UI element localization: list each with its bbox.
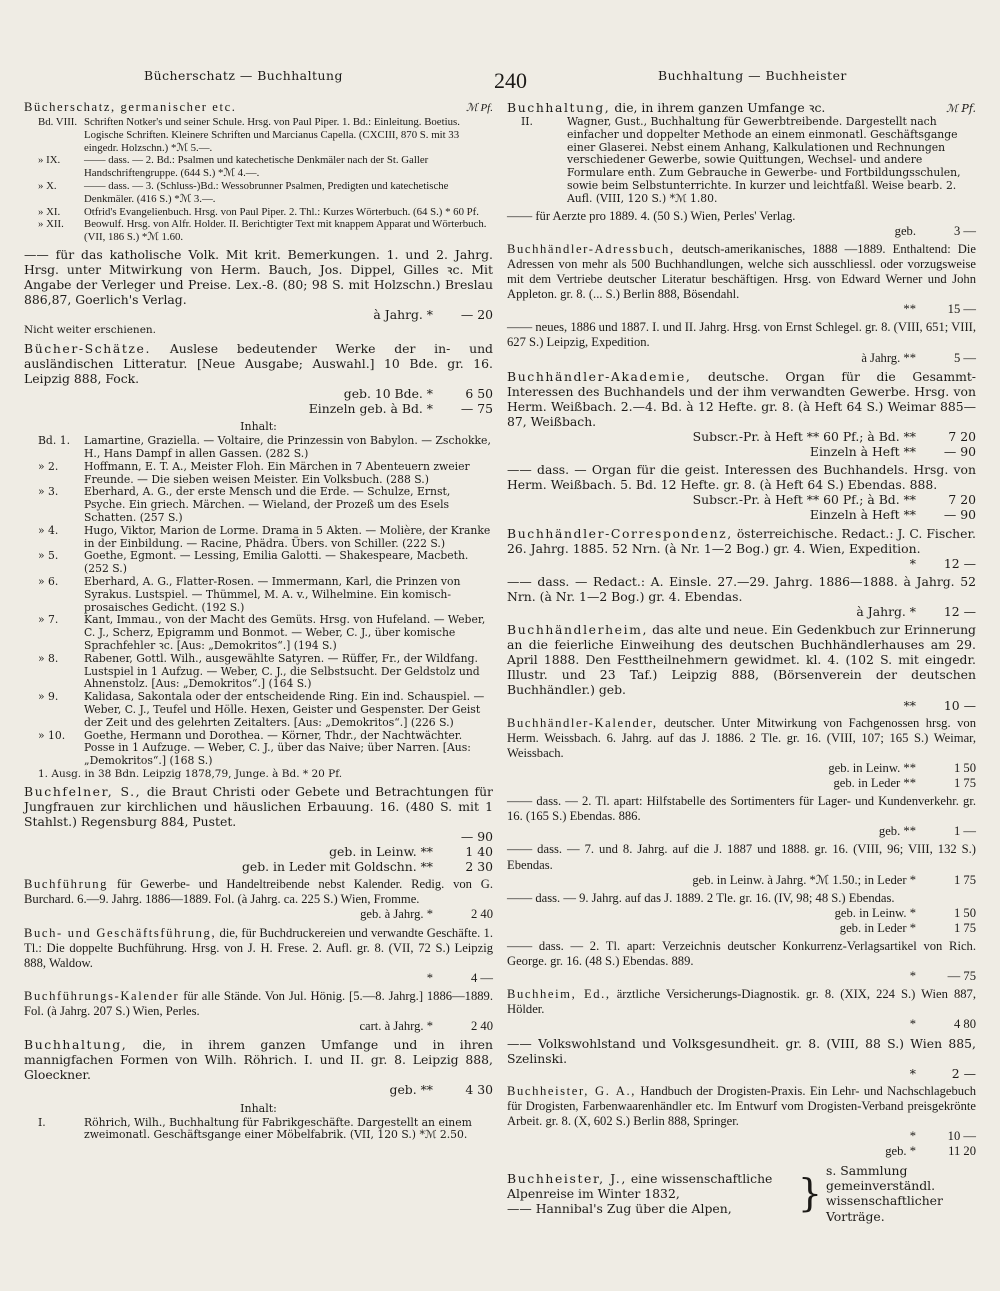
price: 15 — [947, 302, 976, 317]
price: 2 40 [470, 1019, 493, 1034]
entry-title: Buchhändler-Akademie, [507, 368, 692, 384]
price: 12 — [943, 555, 976, 571]
list-item: » 8. Rabener, Gottl. Wilh., ausgewählte Satyren. — Rüffer, Fr., der Wildfang. Lustspiel in 1 Aufzug. — Weber, C. J., die Selbstsucht. Der Geldstolz und Ahnenstolz. [Aus: „Demokritos“.] (164 S.) [38, 651, 480, 691]
catalog-entry: —— für das katholische Volk. Mit krit. Bemerkungen. 1. und 2. Jahrg. Hrsg. unter Mitwirkung von Herm. Bauch, Jos. Dippel, Gilles ꝛc. Mit Angabe der Verleger und Preise. Lex.-8. (80; 98 S. mit Holzschn.) Breslau 886,87, Goerlich's Verlag. à Jahrg. * — 20 Nicht weiter erschienen. [24, 247, 493, 338]
catalog-entry: Buchhändler-Kalender, deutscher. Unter Mitwirkung von Fachgenossen hrsg. von Herm. Weissbach. 6. Jahrg. auf das J. 1886. 2 Tle. gr. 16. (VIII, 107; 165 S.) Weimar, Weissbach. geb. in Leinw. ** 1 50 geb. in Leder ** 1 75 [507, 715, 976, 791]
contents-heading: Inhalt: [240, 1101, 277, 1115]
entry-title: Buchheister, J., [507, 1170, 627, 1186]
list-item: » 4. Hugo, Viktor, Marion de Lorme. Drama in 5 Akten. — Molière, der Kranke in der Einbildung. — Racine, Phädra. Übers. von Schiller. (222 S.) [38, 523, 491, 550]
entry-footnote: 1. Ausg. in 38 Bdn. Leipzig 1878,79, Junge. à Bd. * 20 Pf. [38, 767, 343, 780]
list-item: » 2. Hoffmann, E. T. A., Meister Floh. Ein Märchen in 7 Abenteuern zweier Freunde. — Die sieben weisen Meister. Ein Volksbuch. (288 S.) [38, 459, 470, 486]
catalog-entry: —— dass. — Organ für die geist. Interessen des Buchhandels. Hrsg. von Herm. Weißbach. 5. Bd. 12 Hefte. gr. 8. (à Heft 64 S.) Ebendas. 888. Subscr.-Pr. à Heft ** 60 Pf.; à Bd. ** 7 20 Einzeln à Heft ** — 90 [507, 462, 976, 523]
right-column: Buchhaltung, die, in ihrem ganzen Umfange ꝛc. ℳ Pf. II. Wagner, Gust., Buchhaltung für Gewerbtreibende. Dargestellt nach einfacher und doppelter Methode an einem einmonatl. Geschäftsgange einer Glaserei. Nebst einem Anhang, Kalkulationen und Rechnungen verschiedener Gewerbe, sowie Quittungen, Wechsel- und andere Formulare enth. Zum Gebrauche in Gewerbe- und Fortbildungsschulen, sowie beim Selbstunterrichte. In kurzer und leichtfaßl. Weise bearb. 2. Aufl. (VIII, 120 S.) *ℳ 1.80. —— für Aerzte pro 1889. 4. (50 S.) Wien, Perles' Verlag. geb. 3 — Buchhändler-Adressbuch, deutsch-amerikanisches, 1888 —1889. Enthaltend: Die Adressen von mehr als 500 Buchhandlungen, welche sich ausschliessl. oder vorzugsweise mit dem Vertriebe deutscher Literatur beschäftigen. Hrsg. von Edward Werner und John Appleton. gr. 8. (... S.) Berlin 888, Bösendahl. ** 15 — —— neues, 1886 und 1887. I. und II. Jahrg. Hrsg. von Ernst Schlegel. gr. 8. (VIII, 651; VIII, 627 S.) Leipzig, Expedition. à Jahrg. ** 5 — Buchhändler-Akademie, deutsche. Organ für die Gesammt-Interessen des Buchhandels und der ihm verwandten Gewerbe. Hrsg. von Herm. Weißbach. 2.—4. Bd. à 12 Hefte. gr. 8. (à Heft 64 S.) Weimar 885—87, Weißbach. Subscr.-Pr. à Heft ** 60 Pf.; à Bd. ** 7 20 Einzeln à Heft ** — 90 —— dass. — Organ für die geist. Interessen des Buchhandels. Hrsg. von Herm. Weißbach. 5. Bd. 12 Hefte. gr. 8. (à Heft 64 S.) Ebendas. 888. Subscr.-Pr. à Heft ** 60 Pf.; à Bd. ** 7 20 Einzeln à Heft ** — 90 Buchhändler-Correspondenz, österreichische. Redact.: J. C. Fischer. 26. Jahrg. 1885. 52 Nrn. (à Nr. 1—2 Bog.) gr. 4. Wien, Expedition. * 12 — —— dass. — Redact.: A. Einsle. 27.—29. Jahrg. 1886—1888. à Jahrg. 52 Nrn. (à Nr. 1—2 Bog.) gr. 4. Ebendas. à Jahrg. * 12 — Buchhändlerheim, das alte und neue. Ein Gedenkbuch zur Erinnerung an die feierliche Einweihung des deutschen Buchhändlerhauses am 29. April 1888. Den Festtheilnehmern gewidmet. kl. 4. (102 S. mit eingedr. Illustr. und 23 Taf.) Leipzig 888, (Börsenverein der deutschen Buchhändler.) geb. ** 10 — Buchhändler-Kalender, deutscher. Unter Mitwirkung von Fachgenossen hrsg. von Herm. Weissbach. 6. Jahrg. auf das J. 1886. 2 Tle. gr. 16. (VIII, 107; 165 S.) Weimar, Weissbach. geb. in Leinw. ** 1 50 geb. in Leder ** 1 75 —— dass. — 2. Tl. apart: Hilfstabelle des Sortimenters für Lager- und Kundenverkehr. gr. 16. (165 S.) Ebendas. 886. geb. ** 1 — —— dass. — 7. und 8. Jahrg. auf die J. 1887 und 1888. gr. 16. (VIII, 96; VIII, 132 S.) Ebendas. geb. in Leinw. à Jahrg. *ℳ 1.50.; in Leder * 1 75 —— dass. — 9. Jahrg. auf das J. 1889. 2 Tle. gr. 16. (IV, 98; 48 S.) Ebendas. geb. in Leinw. * 1 50 geb. in Leder * 1 75 —— dass. — 2. Tl. apart: Verzeichnis deutscher Konkurrenz-Verlagsartikel von Rich. George. gr. 16. (48 S.) Ebendas. 889. * — 75 Buchheim, Ed., ärztliche Versicherungs-Diagnostik. gr. 8. (XIX, 224 S.) Wien 887, Hölder. * 4 80 —— Volkswohlstand und Volksgesundheit. gr. 8. (VIII, 88 S.) Wien 885, Szelinski. * 2 — Buchheister, G. A., Handbuch der Drogisten-Praxis. Ein Lehr- und Nachschlagebuch für Drogisten, Farbenwaarenhändler etc. Im Entwurf vom Drogisten-Verband preisgekrönte Arbeit. gr. 8. (X, 602 S.) Berlin 888, Springer. * 10 — geb. * 11 20 Buchheister, J., eine wissenschaftliche Alpenreise im Winter 1832, —— Hannibal's Zug über die Alpen, } s. Sammlung gemeinverständl. wissenschaftlicher Vorträge. [507, 100, 976, 1224]
brace-symbol: } [797, 1171, 822, 1216]
money-column-header: ℳ Pf. [465, 102, 493, 114]
list-item: II. Wagner, Gust., Buchhaltung für Gewerbtreibende. Dargestellt nach einfacher und doppelter Methode an einem einmonatl. Geschäftsgange einer Glaserei. Nebst einem Anhang, Kalkulationen und Rechnungen verschiedener Gewerbe, sowie Quittungen, Wechsel- und andere Formulare enth. Zum Gebrauche in Gewerbe- und Fortbildungsschulen, sowie beim Selbstunterrichte. In kurzer und leichtfaßl. Weise bearb. 2. Aufl. (VIII, 120 S.) *ℳ 1.80. [521, 115, 961, 205]
page-number: 240 [494, 68, 527, 93]
price: 4 30 [465, 1082, 493, 1098]
price: 7 20 [948, 428, 976, 444]
price: 1 75 [953, 920, 976, 935]
list-item: » XII. Beowulf. Hrsg. von Alfr. Holder. II. Berichtigter Text mit knappem Apparat und Wörterbuch. (VII, 186 S.) *ℳ 1.60. [38, 218, 487, 244]
catalog-entry: —— für Aerzte pro 1889. 4. (50 S.) Wien, Perles' Verlag. geb. 3 — [507, 208, 976, 238]
entry-title: Bücher-Schätze. [24, 340, 152, 356]
catalog-entry: —— dass. — Redact.: A. Einsle. 27.—29. Jahrg. 1886—1888. à Jahrg. 52 Nrn. (à Nr. 1—2 Bog.) gr. 4. Ebendas. à Jahrg. * 12 — [507, 573, 976, 620]
price: 10 — [947, 1129, 976, 1144]
catalog-entry: Buchhändler-Akademie, deutsche. Organ für die Gesammt-Interessen des Buchhandels und der ihm verwandten Gewerbe. Hrsg. von Herm. Weißbach. 2.—4. Bd. à 12 Hefte. gr. 8. (à Heft 64 S.) Weimar 885—87, Weißbach. Subscr.-Pr. à Heft ** 60 Pf.; à Bd. ** 7 20 Einzeln à Heft ** — 90 [507, 368, 976, 460]
price: — 90 [943, 507, 976, 523]
contents-heading: Inhalt: [240, 420, 277, 434]
price: — 90 [943, 444, 976, 460]
volume-list [24, 116, 493, 244]
price: 1 50 [953, 905, 976, 920]
price: 1 75 [953, 872, 976, 887]
list-item: » 6. Eberhard, A. G., Flatter-Rosen. — Immermann, Karl, die Prinzen von Syrakus. Lustspiel. — Thümmel, M. A. v., Wilhelmine. Ein komisch-prosaisches Gedicht. (192 S.) [38, 574, 461, 614]
entry-title: Buchhändlerheim, [507, 622, 649, 638]
price: 4 80 [953, 1017, 976, 1032]
price: 2 40 [470, 907, 493, 922]
entry-title: Buchhändler-Correspondenz, [507, 525, 733, 541]
catalog-entry: Bücher-Schätze. Auslese bedeutender Werke der in- und ausländischen Litteratur. [Neue Ausgabe; Auswahl.] 10 Bde. gr. 16. Leipzig 888, Fock. geb. 10 Bde. * 6 50 Einzeln geb. à Bd. * — 75 Inhalt: Bd. 1. Lamartine, Graziella. — Voltaire, die Prinzessin von Babylon. — Zschokke, H., Hans Dampf in allen Gassen. (282 S.) » 2. Hoffmann, E. T. A., Meister Floh. Ein Märchen in 7 Abenteuern zweier Freunde. — Die sieben weisen Meister. Ein Volksbuch. (288 S.) » 3. Eberhard, A. G., der erste Mensch und die Erde. — Schulze, Ernst, Psyche. Ein griech. Märchen. — Wieland, der Prozeß um des Esels Schatten. (257 S.) » 4. Hugo, Viktor, Marion de Lorme. Drama in 5 Akten. — Molière, der Kranke in der Einbildung. — Racine, Phädra. Übers. von Schiller. (222 S.) » 5. Goethe, Egmont. — Lessing, Emilia Galotti. — Shakespeare, Macbeth. (252 S.) » 6. Eberhard, A. G., Flatter-Rosen. — Immermann, Karl, die Prinzen von Syrakus. Lustspiel. — Thümmel, M. A. v., Wilhelmine. Ein komisch-prosaisches Gedicht. (192 S.) » 7. Kant, Immau., von der Macht des Gemüts. Hrsg. von Hufeland. — Weber, C. J., Scherz, Epigramm und Bonmot. — Weber, C. J., über komische Sprachfehler ꝛc. [Aus: „Demokritos“.] (194 S.) » 8. Rabener, Gottl. Wilh., ausgewählte Satyren. — Rüffer, Fr., der Wildfang. Lustspiel in 1 Aufzug. — Weber, C. J., die Selbstsucht. Der Geldstolz und Ahnenstolz. [Aus: „Demokritos“.] (164 S.) » 9. Kalidasa, Sakontala oder der entscheidende Ring. Ein ind. Schauspiel. — Weber, C. J., Teufel und Hölle. Hexen, Geister und Gespenster. Der Geist der Zeit und des gelehrten Zeitalters. [Aus: „Demokritos“.] (226 S.) » 10. Goethe, Hermann und Dorothea. — Körner, Thdr., der Nachtwächter. Posse in 1 Aufzuge. — Weber, C. J., über das Naive; über Narren. [Aus: „Demokritos“.] (168 S.) 1. Ausg. in 38 Bdn. Leipzig 1878,79, Junge. à Bd. * 20 Pf. [24, 340, 493, 780]
price: — 90 [460, 828, 493, 844]
catalog-entry: —— neues, 1886 und 1887. I. und II. Jahrg. Hrsg. von Ernst Schlegel. gr. 8. (VIII, 651; VIII, 627 S.) Leipzig, Expedition. à Jahrg. ** 5 — [507, 320, 976, 365]
price: 5 — [953, 350, 976, 365]
list-item: » IX. —— dass. — 2. Bd.: Psalmen und katechetische Denkmäler nach der St. Galler Handschriftengruppe. (644 S.) *ℳ 4.—. [38, 154, 429, 180]
catalog-entry: Buchführung für Gewerbe- und Handeltreibende nebst Kalender. Redig. von G. Burchard. 6.—9. Jahrg. 1886—1889. Fol. (à Jahrg. ca. 225 S.) Wien, Fromme. geb. à Jahrg. * 2 40 [24, 877, 493, 922]
list-item: » XI. Otfrid's Evangelienbuch. Hrsg. von Paul Piper. 2. Thl.: Kurzes Wörterbuch. (64 S.) * 60 Pf. [38, 205, 479, 218]
entry-title: Buchführungs-Kalender [24, 988, 180, 1003]
entry-title: Buchfelner, S., [24, 783, 142, 799]
price: 1 75 [953, 776, 976, 791]
entry-title: Buchhaltung, [24, 1037, 128, 1053]
catalog-entry: —— dass. — 7. und 8. Jahrg. auf die J. 1887 und 1888. gr. 16. (VIII, 96; VIII, 132 S.) Ebendas. geb. in Leinw. à Jahrg. *ℳ 1.50.; in Leder * 1 75 [507, 842, 976, 887]
list-item: » 3. Eberhard, A. G., der erste Mensch und die Erde. — Schulze, Ernst, Psyche. Ein griech. Märchen. — Wieland, der Prozeß um des Esels Schatten. (257 S.) [38, 485, 451, 524]
price: 3 — [953, 223, 976, 238]
list-item: » 7. Kant, Immau., von der Macht des Gemüts. Hrsg. von Hufeland. — Weber, C. J., Scherz, Epigramm und Bonmot. — Weber, C. J., über komische Sprachfehler ꝛc. [Aus: „Demokritos“.] (194 S.) [38, 613, 486, 652]
price: 2 30 [465, 859, 493, 875]
entry-title: Buchheister, G. A., [507, 1083, 636, 1098]
price: 7 20 [948, 492, 976, 508]
catalog-entry: Buchhändlerheim, das alte und neue. Ein Gedenkbuch zur Erinnerung an die feierliche Einweihung des deutschen Buchhändlerhauses am 29. April 1888. Den Festtheilnehmern gewidmet. kl. 4. (102 S. mit eingedr. Illustr. und 23 Taf.) Leipzig 888, (Börsenverein der deutschen Buchhändler.) geb. ** 10 — [507, 622, 976, 713]
list-item: Bd. 1. Lamartine, Graziella. — Voltaire, die Prinzessin von Babylon. — Zschokke, H., Hans Dampf in allen Gassen. (282 S.) [38, 434, 491, 460]
price: — 75 [460, 401, 493, 416]
catalog-entry: —— dass. — 2. Tl. apart: Hilfstabelle des Sortimenters für Lager- und Kundenverkehr. gr. 16. (165 S.) Ebendas. 886. geb. ** 1 — [507, 794, 976, 839]
entry-note: Nicht weiter erschienen. [24, 323, 157, 336]
catalog-entry: —— Volkswohlstand und Volksgesundheit. gr. 8. (VIII, 88 S.) Wien 885, Szelinski. * 2 — [507, 1035, 976, 1081]
price: — 75 [947, 969, 976, 984]
catalog-entry: —— dass. — 9. Jahrg. auf das J. 1889. 2 Tle. gr. 16. (IV, 98; 48 S.) Ebendas. geb. in Leinw. * 1 50 geb. in Leder * 1 75 [507, 890, 976, 935]
price: 1 50 [953, 760, 976, 775]
cross-reference: s. Sammlung gemeinverständl. wissenschaftlicher Vorträge. [826, 1163, 943, 1224]
list-item: » X. —— dass. — 3. (Schluss-)Bd.: Wessobrunner Psalmen, Predigten und katechetische Denkmäler. (416 S.) *ℳ 3.—. [38, 180, 449, 205]
price: 1 40 [465, 844, 493, 860]
catalog-entry: Buchfelner, S., die Braut Christi oder Gebete und Betrachtungen für Jungfrauen zur kirchlichen und häuslichen Erbauung. 16. (480 S. mit 1 Stahlst.) Regensburg 884, Pustet. — 90 geb. in Leinw. ** 1 40 geb. in Leder mit Goldschn. ** 2 30 [24, 783, 493, 875]
entry-title: Buchhändler-Kalender, [507, 715, 658, 730]
list-item: » 5. Goethe, Egmont. — Lessing, Emilia Galotti. — Shakespeare, Macbeth. (252 S.) [38, 549, 469, 576]
catalog-entry: Buchführungs-Kalender für alle Stände. Von Jul. Hönig. [5.—8. Jahrg.] 1886—1889. Fol. (à Jahrg. 207 S.) Wien, Perles. cart. à Jahrg. * 2 40 [24, 988, 493, 1034]
catalog-entry: —— dass. — 2. Tl. apart: Verzeichnis deutscher Konkurrenz-Verlagsartikel von Rich. George. gr. 16. (48 S.) Ebendas. 889. * — 75 [507, 938, 976, 984]
running-head-left: Bücherschatz — Buchhaltung [144, 68, 343, 83]
catalog-entry: Buchhaltung, die, in ihrem ganzen Umfange und in ihren mannigfachen Formen von Wilh. Röhrich. I. und II. gr. 8. Leipzig 888, Gloeckner. geb. ** 4 30 Inhalt: I. Röhrich, Wilh., Buchhaltung für Fabrikgeschäfte. Dargestellt an einem zweimonatl. Geschäftsgange einer Möbelfabrik. (VII, 120 S.) *ℳ 2.50. [24, 1037, 493, 1142]
price: 6 50 [465, 385, 493, 401]
price: 12 — [943, 604, 976, 620]
entry-title: Buchhändler-Adressbuch, [507, 241, 675, 256]
running-head-right: Buchhaltung — Buchheister [658, 68, 847, 83]
entry-title: Buchhaltung, [507, 100, 611, 115]
list-item: » 10. Goethe, Hermann und Dorothea. — Körner, Thdr., der Nachtwächter. Posse in 1 Aufzuge. — Weber, C. J., über das Naive; über Narren. [Aus: „Demokritos“.] (168 S.) [38, 728, 471, 768]
list-item: » 9. Kalidasa, Sakontala oder der entscheidende Ring. Ein ind. Schauspiel. — Weber, C. J., Teufel und Hölle. Hexen, Geister und Gespenster. Der Geist der Zeit und des gelehrten Zeitalters. [Aus: „Demokritos“.] (226 S.) [38, 690, 485, 729]
entry-title: Buchführung [24, 877, 109, 892]
left-column [24, 100, 493, 1227]
entry-title: Bücherschatz, germanischer etc. [24, 100, 237, 114]
price: 4 — [470, 970, 493, 985]
list-item: I. Röhrich, Wilh., Buchhaltung für Fabrikgeschäfte. Dargestellt an einem zweimonatl. Geschäftsgange einer Möbelfabrik. (VII, 120 S.) *ℳ 2.50. [38, 1115, 472, 1142]
catalog-entry: Buchhändler-Adressbuch, deutsch-amerikanisches, 1888 —1889. Enthaltend: Die Adressen von mehr als 500 Buchhandlungen, welche sich ausschliessl. oder vorzugsweise mit dem Vertriebe deutscher Literatur beschäftigen. Hrsg. von Edward Werner und John Appleton. gr. 8. (... S.) Berlin 888, Bösendahl. ** 15 — [507, 241, 976, 317]
catalog-entry: Buchheister, G. A., Handbuch der Drogisten-Praxis. Ein Lehr- und Nachschlagebuch für Drogisten, Farbenwaarenhändler etc. Im Entwurf vom Drogisten-Verband preisgekrönte Arbeit. gr. 8. (X, 602 S.) Berlin 888, Springer. * 10 — geb. * 11 20 [507, 1083, 976, 1159]
cross-reference-entry: Buchheister, J., eine wissenschaftliche Alpenreise im Winter 1832, —— Hannibal's Zug über die Alpen, } s. Sammlung gemeinverständl. wissenschaftlicher Vorträge. [507, 1163, 976, 1223]
price: 1 — [953, 824, 976, 839]
price: 2 — [951, 1065, 976, 1081]
catalog-entry: Buchhändler-Correspondenz, österreichische. Redact.: J. C. Fischer. 26. Jahrg. 1885. 52 Nrn. (à Nr. 1—2 Bog.) gr. 4. Wien, Expedition. * 12 — [507, 525, 976, 571]
entry-title: Buch- und Geschäftsführung, [24, 925, 217, 940]
price: 11 20 [948, 1144, 976, 1159]
entry-title: Buchheim, Ed., [507, 987, 611, 1002]
money-column-header: ℳ Pf. [946, 102, 976, 115]
price: 10 — [943, 697, 976, 713]
catalog-entry: Buch- und Geschäftsführung, die, für Buchdruckereien und verwandte Geschäfte. 1. Tl.: Die doppelte Buchführung. Hrsg. von J. H. Frese. 2. Aufl. gr. 8. (VII, 72 S.) Leipzig 888, Waldow. * 4 — [24, 925, 493, 985]
catalog-entry: Buchheim, Ed., ärztliche Versicherungs-Diagnostik. gr. 8. (XIX, 224 S.) Wien 887, Hölder. * 4 80 [507, 987, 976, 1032]
list-item: Bd. VIII. Schriften Notker's und seiner Schule. Hrsg. von Paul Piper. 1. Bd.: Einleitung. Boetius. Logische Schriften. Kleinere Schriften und Marcianus Capella. (CXCIII, 870 S. mit 33 eingedr. Holzschn.) *ℳ 5.—. [38, 116, 460, 154]
price: — 20 [460, 307, 493, 323]
running-head [24, 60, 976, 100]
